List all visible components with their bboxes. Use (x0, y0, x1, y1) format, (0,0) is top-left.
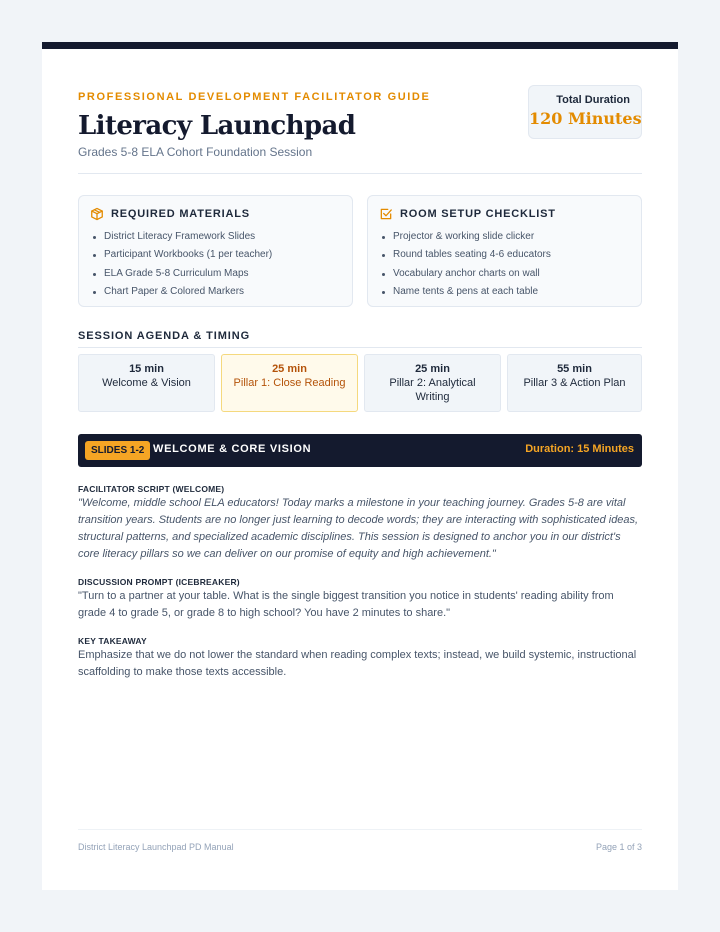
agenda-name: Welcome & Vision (102, 377, 191, 389)
agenda-time: 15 min (129, 363, 164, 375)
guide-eyebrow: PROFESSIONAL DEVELOPMENT FACILITATOR GUIDE (78, 91, 431, 103)
agenda-time: 55 min (557, 363, 592, 375)
agenda-heading: SESSION AGENDA & TIMING (78, 330, 251, 342)
facilitator-script-label: FACILITATOR SCRIPT (WELCOME) (78, 484, 225, 494)
total-duration-label: Total Duration (556, 94, 630, 106)
list-item: Name tents & pens at each table (380, 283, 551, 301)
discussion-prompt-label: DISCUSSION PROMPT (ICEBREAKER) (78, 577, 240, 587)
footer-manual-title: District Literacy Launchpad PD Manual (78, 842, 234, 852)
agenda-time: 25 min (415, 363, 450, 375)
room-setup-title: ROOM SETUP CHECKLIST (400, 208, 556, 220)
page-title: Literacy Launchpad (78, 111, 356, 141)
agenda-item-pillar-2 (364, 354, 501, 412)
footer-page-number: Page 1 of 3 (595, 842, 642, 852)
agenda-time: 25 min (272, 363, 307, 375)
list-item: ELA Grade 5-8 Curriculum Maps (91, 265, 272, 283)
slides-badge: SLIDES 1-2 (85, 441, 150, 460)
checkbox-icon (379, 207, 393, 221)
facilitator-script-text: "Welcome, middle school ELA educators! Today marks a milestone in your teaching journey. Grades 5-8 are vital transition years. Students are no longer just learning to decode words; they are interacting with sophisticated ideas, structural patterns, and specialized academic disciplines. This session is designed to anchor you in our district's core literacy pillars so we can deliver on our promise of equity and high achievement." (78, 497, 639, 560)
top-accent-bar (42, 42, 678, 49)
header-divider (78, 173, 642, 174)
section-duration: Duration: 15 Minutes (525, 443, 634, 455)
key-takeaway-text: Emphasize that we do not lower the standard when reading complex texts; instead, we build systemic, instructional scaffolding to make those texts accessible. (78, 649, 637, 678)
agenda-item-pillar-1 (221, 354, 358, 412)
agenda-name: Pillar 1: Close Reading (233, 377, 346, 389)
total-duration-box (528, 85, 642, 139)
package-icon (90, 207, 104, 221)
agenda-name: Pillar 3 & Action Plan (523, 377, 626, 389)
materials-list (91, 228, 272, 301)
discussion-prompt-text: "Turn to a partner at your table. What is the single biggest transition you notice in students' reading ability from grade 4 to grade 5, or grade 8 to high school? You have 2 minutes to share." (78, 590, 614, 619)
list-item: Participant Workbooks (1 per teacher) (91, 246, 272, 264)
section-banner (78, 434, 642, 467)
setup-list (380, 228, 551, 301)
required-materials-card (78, 195, 353, 307)
agenda-item-pillar-3 (507, 354, 642, 412)
total-duration-value: 120 Minutes (529, 109, 642, 128)
key-takeaway-label: KEY TAKEAWAY (78, 636, 147, 646)
section-title: WELCOME & CORE VISION (153, 443, 312, 455)
list-item: District Literacy Framework Slides (91, 228, 272, 246)
list-item: Projector & working slide clicker (380, 228, 551, 246)
agenda-item-welcome (78, 354, 215, 412)
list-item: Vocabulary anchor charts on wall (380, 265, 551, 283)
page-subtitle: Grades 5-8 ELA Cohort Foundation Session (78, 145, 313, 159)
room-setup-card (367, 195, 642, 307)
agenda-name: Pillar 2: Analytical Writing (389, 377, 476, 403)
list-item: Round tables seating 4-6 educators (380, 246, 551, 264)
footer-divider (78, 829, 642, 830)
document-page (42, 42, 678, 890)
list-item: Chart Paper & Colored Markers (91, 283, 272, 301)
required-materials-title: REQUIRED MATERIALS (111, 208, 250, 220)
agenda-divider (78, 347, 642, 348)
